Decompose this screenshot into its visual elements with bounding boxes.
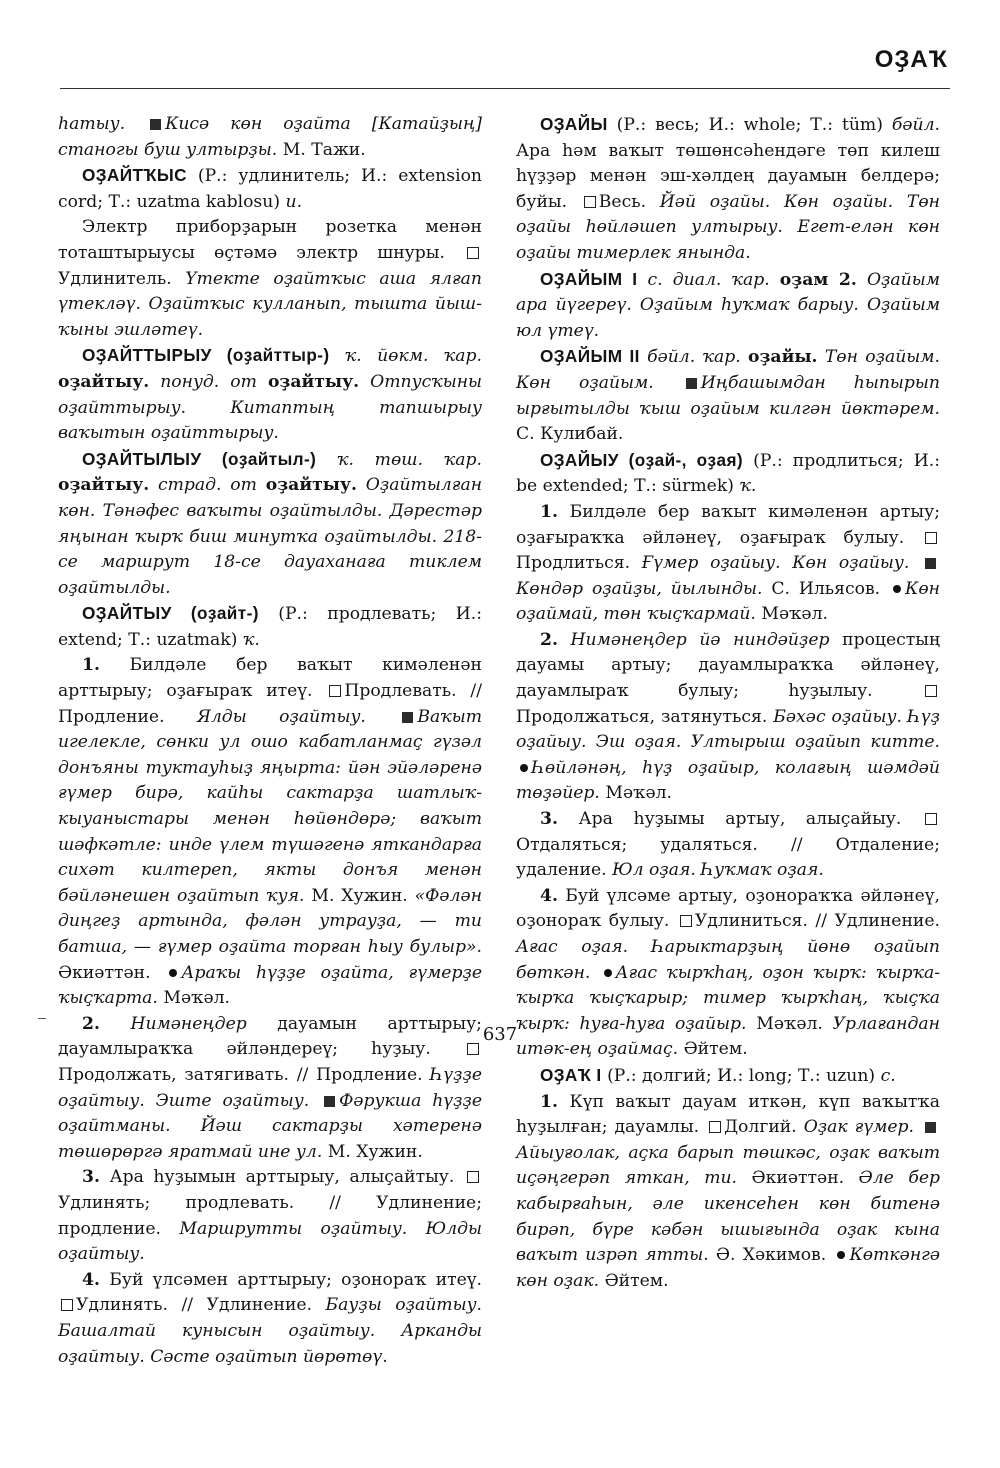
- proverb-marker-icon: [837, 1251, 845, 1259]
- translation-marker-icon: [329, 685, 341, 697]
- translation-marker-icon: [467, 1043, 479, 1055]
- example-marker-icon: [324, 1096, 335, 1107]
- sense-3: 3. Ара һуҙымы артыу, алыҫайыу. Отдаляться; удаляться. // Отдаление; удаление. Юл оҙая. Һуҡмаҡ оҙая.: [516, 809, 940, 881]
- translation-marker-icon: [584, 196, 596, 208]
- headword: ОҘАЙТЫУ (оҙайт-): [82, 603, 259, 624]
- headword: ОҘАЙТЫЛЫУ (оҙайтыл-): [82, 448, 317, 469]
- dictionary-entry: ОҘАЙЫ (Р.: весь; И.: whole; Т.: tüm) бәйл. Ара һәм ваҡыт төшөнсәһендәге төп килеш һүҙҙәр менән эш-хәлдең дауамын белдерә; буйы. Весь. Йәй оҙайы. Көн оҙайы. Төн оҙайы һөйләшеп ултырыу. Егет-елән көн оҙайы тимерлек янында.: [516, 114, 941, 263]
- example-marker-icon: [402, 712, 413, 723]
- proverb-marker-icon: [604, 969, 612, 977]
- sense-4: 4. Буй үлсәмен арттырыу; оҙонораҡ итеү. Удлинять. // Удлинение. Бауҙы оҙайтыу. Башалтай кунысын оҙайтыу. Арканды оҙайтыу. Сәсте оҙайтып йөрөтөү.: [58, 1269, 482, 1367]
- translation-marker-icon: [680, 915, 692, 927]
- headword: ОҘАЙТҠЫС: [82, 165, 187, 186]
- margin-mark: [38, 1018, 46, 1019]
- headword: ОҘАЙЫ: [540, 114, 608, 134]
- headword: ОҘАЙТТЫРЫУ (оҙайттыр-): [82, 345, 330, 366]
- sense-4: 4. Буй үлсәме артыу, оҙонораҡҡа әйләнеү, оҙонораҡ булыу. Удлиниться. // Удлинение. Ағас оҙая. Һарыктарҙың йөнө оҙайып бөткән. Ағас ҡырҡһаң, оҙон ҡырҡ: ҡырҡа-ҡырҡа ҡыҫҡарыр; тимер ҡырҡһаң, ҡыҫҡа ҡырҡ: һуға-һуға оҙайыр. Мәҡәл. Урлағандан итәк-ең оҙаймаҫ. Әйтем.: [516, 885, 940, 1060]
- translation-marker-icon: [467, 247, 479, 259]
- headword: ОҘАЙЫМ I: [540, 268, 638, 289]
- entry-continuation: hатыу. Кисә көн оҙайта [Катайҙың] станогы буш ултырҙы. М. Тажи.: [58, 114, 482, 160]
- translation-marker-icon: [467, 1171, 479, 1183]
- page-number: 637: [482, 1024, 518, 1045]
- proverb-marker-icon: [893, 585, 901, 593]
- sense-2: 2. Нимәнеңдер дауамын арттырыу; дауамлыраҡҡа әйләндереү; һуҙыу. Продолжать, затягивать. // Продление. Һүҙҙе оҙайтыу. Эште оҙайтыу. Фәрукша һүҙҙе оҙайтманы. Йәш сактарҙы хәтеренә төшөрөргә яратмай ине ул. М. Хужин.: [58, 1013, 482, 1162]
- proverb-marker-icon: [169, 969, 177, 977]
- dictionary-entry: ОҘАЙЫУ (оҙай-, оҙая) (Р.: продлиться; И.: be extended; Т.: sürmek) ҡ.: [516, 449, 940, 497]
- example-marker-icon: [925, 558, 936, 569]
- headword: ОҘАЙЫУ (оҙай-, оҙая): [540, 449, 744, 470]
- running-head: ОҘАҠ: [874, 46, 948, 73]
- left-column: [58, 112, 482, 1370]
- proverb-marker-icon: [520, 764, 528, 772]
- sense-1: 1. Күп ваҡыт дауам иткән, күп ваҡытҡа һуҙылған; дауамлы. Долгий. Оҙак ғүмер. Айыуғолак, аҫка барып төшкәс, оҙак ваҡыт иҫәңгерәп яткан, ти. Әкиәттән. Әле бер кабырғаһын, әле икенсеһен көн битенә бирәп, бүре кәбән ышығында оҙак кына ваҡыт изрәп ятты. Ә. Хәкимов. Көткәнгә көн оҙак. Әйтем.: [516, 1091, 941, 1291]
- translation-marker-icon: [925, 813, 937, 825]
- dictionary-entry: ОҘАЙТТЫРЫУ (оҙайттыр-) ҡ. йөкм. ҡар. оҙайтыу. понуд. от оҙайтыу. Отпусҡыны оҙайттырыу. Китаптың тапшырыу ваҡытын оҙайттырыу.: [58, 345, 483, 444]
- sense-2: 2. Нимәнеңдер йә ниндәйҙер процестың дауамы артыу; дауамлыраҡҡа әйләнеү, дауамлыраҡ булыу; һуҙылыу. Продолжаться, затянуться. Бәхәс оҙайыу. Һүҙ оҙайыу. Эш оҙая. Ултырыш оҙайып китте. Һөйләнәң, һүҙ оҙайыр, колағың шәмдәй төҙәйер. Мәҡәл.: [516, 629, 940, 804]
- example-marker-icon: [150, 119, 161, 130]
- sense-1: 1. Билдәле бер ваҡыт кимәленән арттырыу; оҙағыраҡ итеү. Продлевать. // Продление. Ялды оҙайтыу. Ваҡыт игелекле, сөнки ул ошо кабатланмаҫ гүзәл донъяны туктауһыҙ яңырта: йән эйәләренә ғүмер бирә, кайһы сактарҙа шатлыҡ-кыуаныстары менән һөйөндөрә; ваҡыт шәфкәтле: инде үлем түшәгенә яткандарға сихәт килтереп, якты донъя менән бәйләнешен оҙайтып ҡуя. М. Хужин. «Фәлән диңгеҙ артында, фәлән утрауҙа, — ти батша, — ғүмер оҙайта торған һыу булыр». Әкиәттән. Араҡы һүҙҙе оҙайта, ғүмерҙе ҡыҫҡарта. Мәҡәл.: [58, 655, 483, 1009]
- right-column: [516, 112, 940, 1294]
- dictionary-entry: ОҘАЙТЫЛЫУ (оҙайтыл-) ҡ. төш. ҡар. оҙайтыу. страд. от оҙайтыу. Оҙайтылған көн. Тәнәфес ваҡыты оҙайтылды. Дәрестәр яңынан ҡырҡ биш минутҡа оҙайтылды. 218-се маршрут 18-се дауаханаға тиклем оҙайтылды.: [58, 448, 483, 598]
- example-marker-icon: [686, 378, 697, 389]
- dictionary-entry: ОҘАЙТҠЫС (Р.: удлинитель; И.: extension cord; Т.: uzatma kablosu) и.: [58, 165, 482, 212]
- translation-marker-icon: [925, 685, 937, 697]
- headword: ОҘАЙЫМ II: [540, 346, 640, 367]
- dictionary-entry: ОҘАЙЫМ II бәйл. ҡар. оҙайы. Төн оҙайым. Көн оҙайым. Иңбашымдан һыпырып ырғытылды ҡыш оҙайым килгән йөктәрем. С. Кулибай.: [516, 346, 940, 445]
- dictionary-entry: ОҘАЙТЫУ (оҙайт-) (Р.: продлевать; И.: extend; Т.: uzatmak) ҡ.: [58, 603, 482, 650]
- translation-marker-icon: [925, 532, 937, 544]
- dictionary-entry: ОҘАЙЫМ I с. диал. ҡар. оҙам 2. Оҙайым ара йүгереү. Оҙайым һуҡмаҡ барыу. Оҙайым юл үтеү.: [516, 268, 940, 341]
- header-rule: [60, 88, 950, 89]
- translation-marker-icon: [709, 1121, 721, 1133]
- sense-1: 1. Билдәле бер ваҡыт кимәленән артыу; оҙағыраҡҡа әйләнеү, оҙағыраҡ булыу. Продлиться. Ғүмер оҙайыу. Көн оҙайыу. Көндәр оҙайҙы, йылынды. С. Ильясов. Көн оҙаймай, төн ҡыҫҡармай. Мәҡәл.: [516, 501, 940, 625]
- example-marker-icon: [925, 1122, 936, 1133]
- translation-marker-icon: [61, 1299, 73, 1311]
- sense-3: 3. Ара һуҙымын арттырыу, алыҫайтыу. Удлинять; продлевать. // Удлинение; продление. Маршрутты оҙайтыу. Юлды оҙайтыу.: [58, 1167, 482, 1265]
- headword: ОҘАҠ I: [540, 1064, 602, 1085]
- dictionary-entry: ОҘАҠ I (Р.: долгий; И.: long; Т.: uzun) с.: [540, 1064, 896, 1086]
- definition: Электр приборҙарын розетка менән тоташтырыусы өҫтәмә электр шнуры. Удлинитель. Үтекте оҙайтҡыс аша ялғап үтекләү. Оҙайтҡыс кулланып, тышта йыш-ҡыны эшләтеү.: [58, 217, 482, 340]
